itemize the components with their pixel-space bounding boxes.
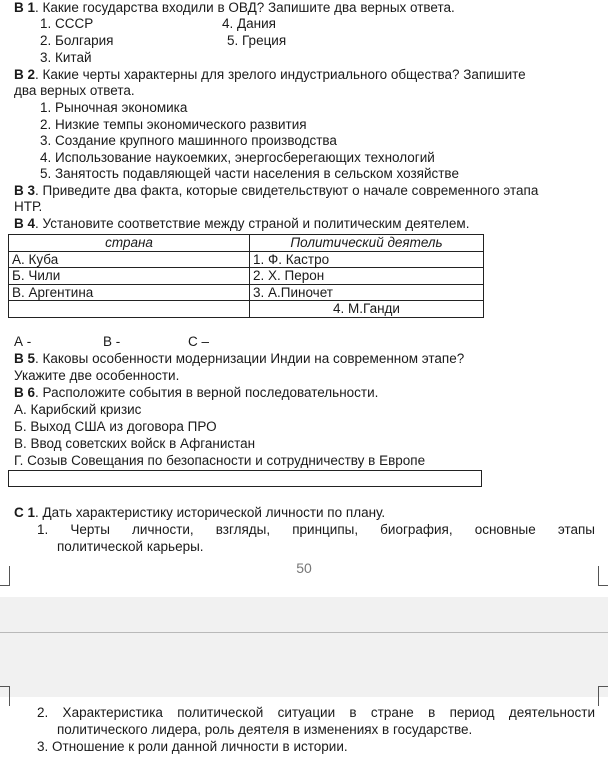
question-b5 — [14, 351, 464, 368]
question-b6-text: . Расположите события в верной последовательности. — [35, 385, 379, 400]
b1-option-4: 4. Дания — [222, 16, 276, 31]
col-header-country: страна — [9, 235, 250, 252]
table-row — [9, 301, 484, 318]
question-b3-text-cont: НТР. — [14, 199, 43, 214]
question-c1-number: С 1 — [14, 505, 36, 520]
b1-option-3: 3. Китай — [40, 50, 92, 65]
question-b1-text: . Какие государства входили в ОВД? Запишите два верных ответа. — [35, 0, 455, 15]
b2-option-2: 2. Низкие темпы экономического развития — [40, 117, 307, 132]
crop-mark-left-top — [0, 686, 10, 706]
answer-box — [8, 470, 482, 487]
c1-plan-item-2: 2. Характеристика политической ситуации в стране в период деятельности — [37, 705, 595, 720]
table-row — [9, 251, 484, 268]
country-cell — [9, 301, 250, 318]
question-b3-number: В 3 — [14, 183, 36, 198]
country-cell: Б. Чили — [9, 268, 250, 285]
question-b4-number: В 4 — [14, 216, 36, 231]
question-c1 — [14, 505, 385, 522]
question-b1 — [14, 0, 455, 17]
answer-a: А - — [14, 334, 32, 349]
country-cell: В. Аргентина — [9, 284, 250, 301]
b6-event-d: Г. Созыв Совещания по безопасности и сотрудничеству в Европе — [14, 453, 426, 468]
question-b5-number: В 5 — [14, 351, 36, 366]
crop-mark-right-top — [598, 686, 608, 706]
b2-option-5: 5. Занятость подавляющей части населения в сельском хозяйстве — [40, 166, 459, 181]
crop-mark-right-bottom — [598, 566, 608, 586]
b6-event-b: Б. Выход США из договора ПРО — [14, 419, 217, 434]
question-b2-text-cont: два верных ответа. — [14, 83, 135, 98]
question-b6 — [14, 385, 378, 402]
b6-event-c: В. Ввод советских войск в Афганистан — [14, 436, 256, 451]
question-b3-text: . Приведите два факта, которые свидетельствуют о начале современного этапа — [35, 183, 539, 198]
question-b1-number: В 1 — [14, 0, 36, 15]
country-cell: А. Куба — [9, 251, 250, 268]
c1-plan-item-3: 3. Отношение к роли данной личности в истории. — [37, 739, 348, 754]
leader-cell: 3. А.Пиночет — [250, 284, 484, 301]
c1-plan-item-2-cont: политического лидера, роль деятеля в изменениях в государстве. — [57, 722, 473, 737]
b6-event-a: А. Карибский кризис — [14, 402, 142, 417]
answer-b: В - — [103, 334, 121, 349]
leader-cell: 4. М.Ганди — [250, 301, 484, 318]
b2-option-1: 1. Рыночная экономика — [40, 100, 188, 115]
c1-plan-item-1-cont: политической карьеры. — [57, 539, 204, 554]
b1-option-2: 2. Болгария — [40, 33, 114, 48]
table-row — [9, 284, 484, 301]
leader-cell: 1. Ф. Кастро — [250, 251, 484, 268]
answer-c: С – — [188, 334, 210, 349]
leader-cell: 2. Х. Перон — [250, 268, 484, 285]
col-header-leader: Политический деятель — [250, 235, 484, 252]
question-b3 — [14, 183, 538, 200]
crop-mark-left-bottom — [0, 566, 10, 586]
question-b5-text-cont: Укажите две особенности. — [14, 368, 180, 383]
page-number: 50 — [296, 560, 312, 576]
b1-option-1: 1. СССР — [40, 16, 94, 31]
question-b2 — [14, 67, 526, 84]
question-b4-text: . Установите соответствие между страной и политическим деятелем. — [35, 216, 470, 231]
question-b2-text: . Какие черты характерны для зрелого индустриального общества? Запишите — [35, 67, 526, 82]
question-b6-number: В 6 — [14, 385, 36, 400]
b1-option-5: 5. Греция — [227, 33, 287, 48]
matching-table-header — [9, 235, 484, 252]
table-row — [9, 268, 484, 285]
b2-option-4: 4. Использование наукоемких, энергосберегающих технологий — [40, 150, 435, 165]
question-b5-text: . Каковы особенности модернизации Индии на современном этапе? — [35, 351, 465, 366]
page-separator — [0, 632, 608, 633]
b2-option-3: 3. Создание крупного машинного производства — [40, 133, 337, 148]
question-b2-number: В 2 — [14, 67, 36, 82]
question-b4 — [14, 216, 469, 233]
matching-table — [8, 234, 484, 318]
page-break — [0, 597, 608, 697]
c1-plan-item-1: 1. Черты личности, взгляды, принципы, биография, основные этапы — [37, 522, 595, 537]
question-c1-text: . Дать характеристику исторической личности по плану. — [35, 505, 386, 520]
